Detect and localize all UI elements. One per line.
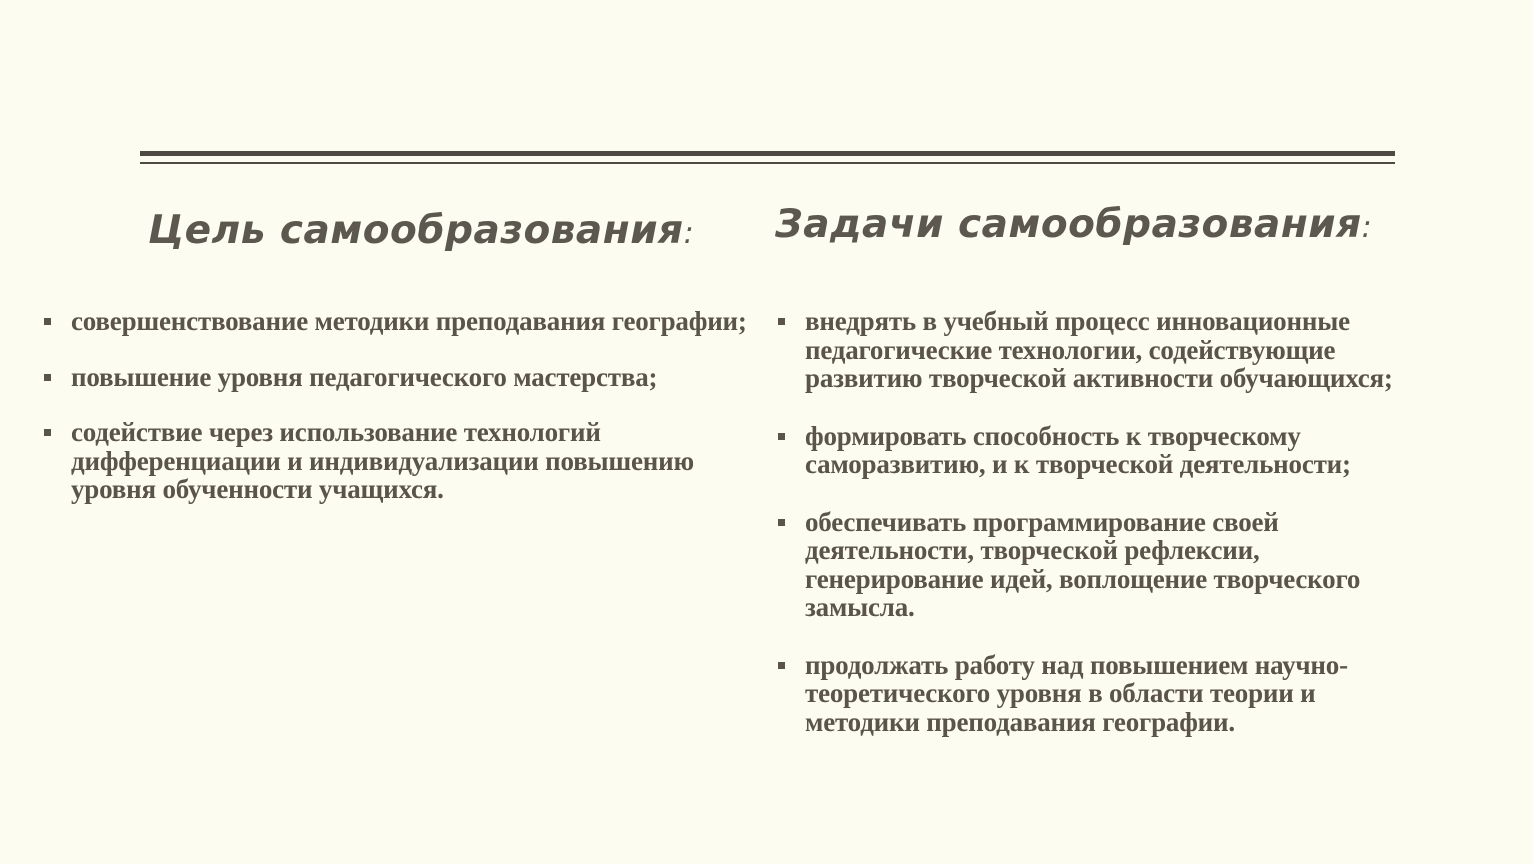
task-item-text: внедрять в учебный процесс инновационные педагогические технологии, содействующие развитию творческой активности обучающихся; [805, 306, 1393, 393]
goal-item [42, 418, 747, 504]
task-item [776, 422, 1406, 479]
goal-heading [148, 208, 694, 253]
square-bullet-icon [44, 318, 51, 325]
goal-item-text: повышение уровня педагогического мастерства; [71, 361, 658, 392]
goal-item [42, 307, 747, 336]
square-bullet-icon [778, 519, 785, 526]
task-item [776, 508, 1406, 622]
square-bullet-icon [778, 662, 785, 669]
goals-list [42, 307, 747, 531]
goal-heading-colon: : [683, 216, 695, 251]
tasks-list [776, 307, 1406, 765]
tasks-heading [775, 202, 1372, 247]
goal-item-text: содействие через использование технологий дифференциации и индивидуализации повышению уровня обученности учащихся. [71, 417, 694, 504]
title-rule-thick [140, 151, 1395, 156]
square-bullet-icon [778, 318, 785, 325]
tasks-heading-colon: : [1361, 210, 1373, 245]
goal-heading-text: Цель самообразования [148, 208, 684, 253]
task-item [776, 651, 1406, 737]
square-bullet-icon [44, 374, 51, 381]
title-rule-thin [140, 162, 1395, 164]
goal-item-text: совершенствование методики преподавания географии; [71, 306, 747, 336]
task-item-text: обеспечивать программирование своей деятельности, творческой рефлексии, генерирование идей, воплощение творческого замысла. [805, 506, 1361, 622]
square-bullet-icon [44, 429, 51, 436]
square-bullet-icon [778, 433, 785, 440]
task-item-text: продолжать работу над повышением научно-теоретического уровня в области теории и методики преподавания географии. [805, 649, 1348, 737]
task-item [776, 307, 1406, 393]
task-item-text: формировать способность к творческому саморазвитию, и к творческой деятельности; [805, 420, 1351, 479]
goal-item [42, 363, 747, 392]
tasks-heading-text: Задачи самообразования [775, 202, 1362, 247]
